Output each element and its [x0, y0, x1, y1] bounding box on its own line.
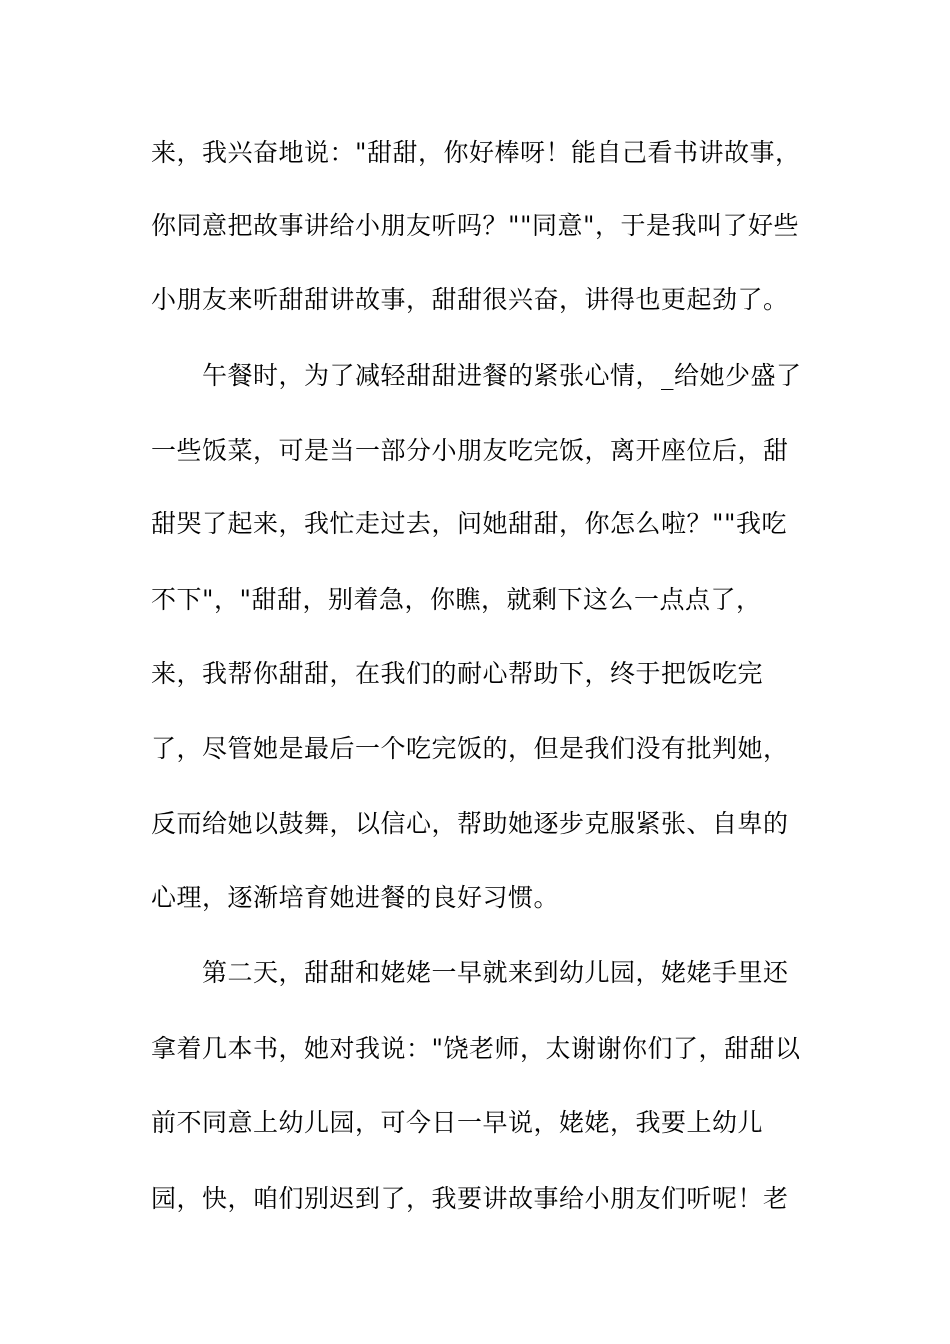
text-line: 了，尽管她是最后一个吃完饭的，但是我们没有批判她， — [151, 734, 789, 763]
text-line: 前不同意上幼儿园，可今日一早说，姥姥，我要上幼儿 — [151, 1108, 764, 1137]
text-line: 甜哭了起来，我忙走过去，问她甜甜，你怎么啦？""我吃 — [151, 509, 788, 538]
text-line: 来，我帮你甜甜，在我们的耐心帮助下，终于把饭吃完 — [151, 659, 764, 688]
text-line: 小朋友来听甜甜讲故事，甜甜很兴奋，讲得也更起劲了。 — [151, 285, 789, 314]
text-line: 拿着几本书，她对我说："饶老师，太谢谢你们了，甜甜以 — [151, 1034, 801, 1063]
text-line: 园，快，咱们别迟到了，我要讲故事给小朋友们听呢！老 — [151, 1184, 789, 1213]
text-line: 反而给她以鼓舞，以信心，帮助她逐步克服紧张、自卑的 — [151, 809, 789, 838]
text-line: 来，我兴奋地说："甜甜，你好棒呀！能自己看书讲故事， — [151, 138, 801, 167]
text-line: 你同意把故事讲给小朋友听吗？""同意"，于是我叫了好些 — [151, 211, 799, 240]
text-line: 心理，逐渐培育她进餐的良好习惯。 — [151, 883, 560, 912]
paragraph-first-line: 午餐时，为了减轻甜甜进餐的紧张心情，_给她少盛了 — [202, 361, 802, 390]
text-line: 不下"，"甜甜，别着急，你瞧，就剩下这么一点点了， — [151, 585, 762, 614]
paragraph-first-line: 第二天，甜甜和姥姥一早就来到幼儿园，姥姥手里还 — [202, 958, 789, 987]
text-line: 一些饭菜，可是当一部分小朋友吃完饭，离开座位后，甜 — [151, 436, 789, 465]
